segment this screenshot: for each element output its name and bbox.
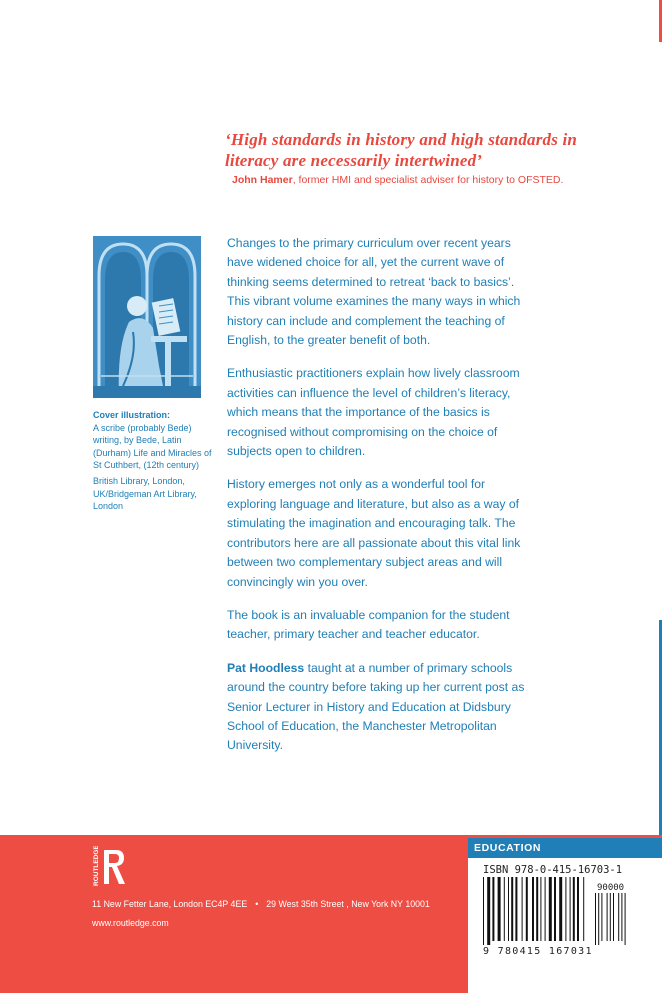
barcode-bar: [532, 877, 534, 941]
barcode-bar: [554, 877, 556, 941]
barcode-bar: [601, 893, 602, 941]
barcode-bar: [483, 877, 484, 945]
author-bio-text: taught at a number of primary schools around the country before taking up her current post as Senior Lecturer in History and Education at Didsbury School of Education, the Manchester Metropolitan University.: [227, 660, 525, 753]
author-bio: [227, 659, 527, 756]
barcode-bar: [504, 877, 505, 941]
blurb-paragraph: History emerges not only as a wonderful tool for exploring language and literature, but also as a way of stimulating the imagination and encouraging talk. The contributors here are all passionate about this vital link between two complementary subject areas and will convincingly win you over.: [227, 477, 521, 589]
barcode-bar: [577, 877, 579, 941]
blurb-paragraph: Enthusiastic practitioners explain how lively classroom activities can influence the level of children’s literacy, which means that the importance of the basics is recognised without compromising on the choice of subjects open to children.: [227, 366, 520, 459]
cover-caption: [93, 409, 213, 513]
price-barcode: [595, 893, 635, 950]
blurb-paragraph: Changes to the primary curriculum over recent years have widened choice for all, yet the current wave of thinking seems determined to retreat ‘back to basics’. This vibrant volume examines the many ways in which history can include and complement the teaching of English, to the greater benefit of both.: [227, 236, 521, 348]
barcode-bar: [515, 877, 517, 941]
barcode-bar: [536, 877, 538, 941]
price-code: 90000: [597, 883, 625, 893]
publisher-logo-text: ROUTLEDGE: [93, 846, 100, 886]
barcode-bar: [618, 893, 619, 941]
category-label: EDUCATION: [468, 838, 662, 858]
barcode-bar: [595, 893, 596, 945]
barcode-bar: [570, 877, 571, 941]
barcode-bar: [508, 877, 509, 941]
quote-attribution: [232, 174, 563, 186]
barcode-bar: [610, 893, 611, 941]
publisher-addresses: [92, 899, 430, 909]
routledge-logo-icon: [90, 846, 130, 888]
barcode-bar: [540, 877, 541, 941]
barcode-bar: [573, 877, 575, 941]
address-london: 11 New Fetter Lane, London EC4P 4EE: [92, 899, 248, 909]
barcode-bar: [549, 877, 552, 941]
barcode-bar: [583, 877, 584, 941]
caption-title: Cover illustration:: [93, 410, 171, 420]
barcode-bar: [565, 877, 566, 941]
barcode-bar: [526, 877, 528, 941]
caption-credit: British Library, London, UK/Bridgeman Art Library, London: [93, 475, 197, 512]
barcode-bar: [621, 893, 622, 941]
address-newyork: 29 West 35th Street , New York NY 10001: [266, 899, 430, 909]
ean-number: 9 780415 167031: [483, 946, 593, 957]
barcode-bar: [598, 893, 599, 945]
quote-author: John Hamer: [232, 174, 293, 186]
barcode-bar: [498, 877, 501, 941]
publisher-website: www.routledge.com: [92, 918, 169, 928]
endorsement-quote: ‘High standards in history and high standards in literacy are necessarily intertwined’: [225, 130, 578, 170]
barcode-bar: [625, 893, 626, 945]
address-separator: •: [255, 899, 259, 909]
cover-illustration: [93, 236, 201, 398]
blurb: [227, 234, 527, 770]
barcode-bar: [559, 877, 562, 941]
barcode-bar: [613, 893, 614, 941]
author-name: Pat Hoodless: [227, 660, 305, 675]
quote-author-role: , former HMI and specialist adviser for history to OFSTED.: [292, 174, 564, 186]
barcode-bar: [522, 877, 523, 941]
barcode-bar: [487, 877, 490, 945]
barcode-bar: [492, 877, 494, 941]
barcode-bar: [607, 893, 608, 941]
barcode: [483, 877, 587, 950]
barcode-bar: [545, 877, 546, 941]
isbn-text: ISBN 978-0-415-16703-1: [483, 864, 623, 876]
caption-description: A scribe (probably Bede) writing, by Bede, Latin (Durham) Life and Miracles of St Cuthbert, (12th century): [93, 422, 212, 471]
blurb-paragraph: The book is an invaluable companion for the student teacher, primary teacher and teacher educator.: [227, 607, 510, 642]
barcode-bar: [511, 877, 513, 941]
